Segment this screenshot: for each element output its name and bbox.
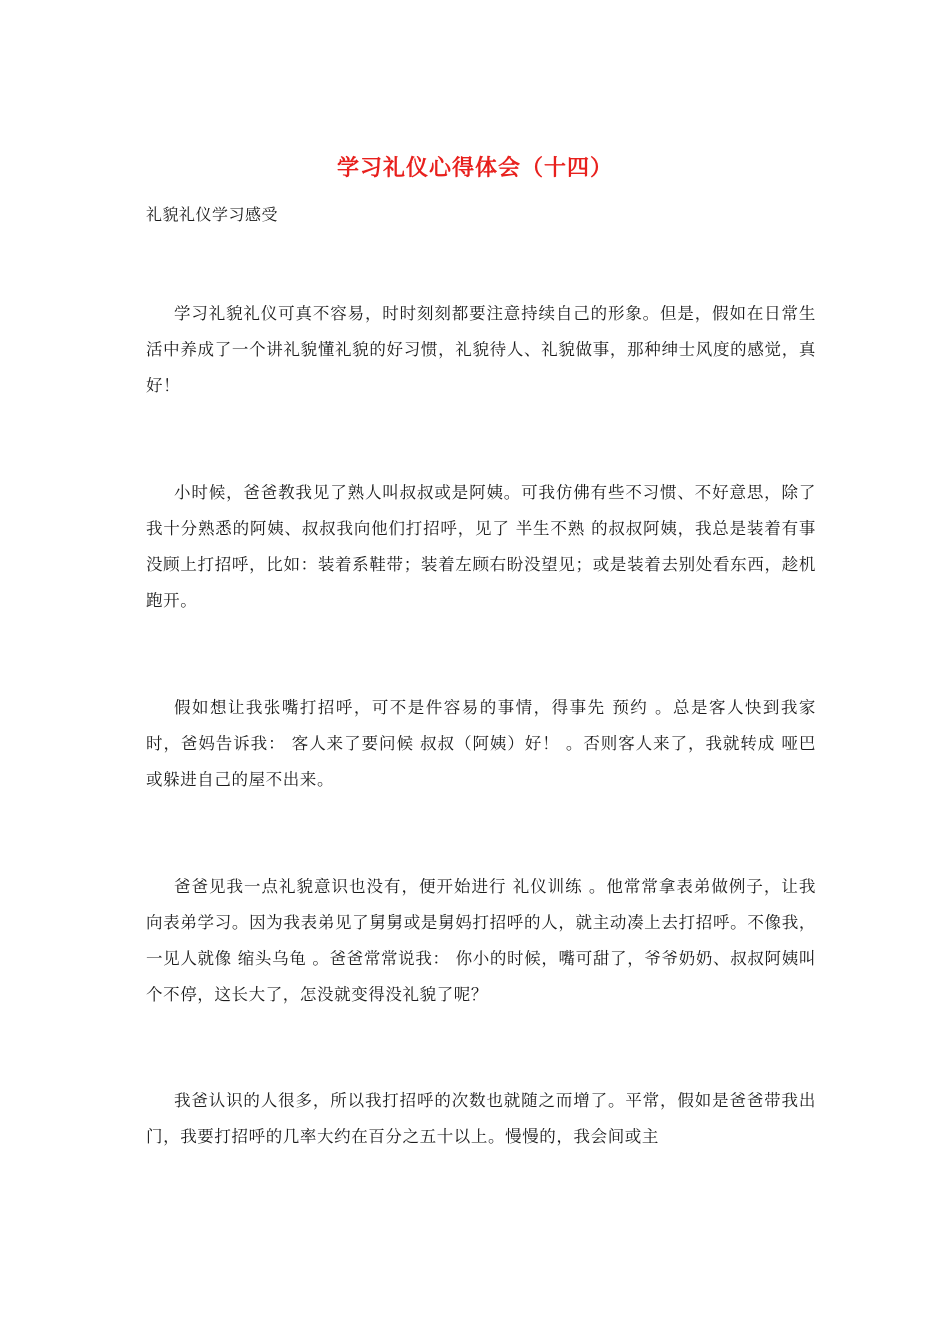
paragraph: 小时候，爸爸教我见了熟人叫叔叔或是阿姨。可我仿佛有些不习惯、不好意思，除了我十分熟悉的阿姨、叔叔我向他们打招呼，见了 半生不熟 的叔叔阿姨，我总是装着有事没顾上打招呼，比如：装着系鞋带；装着左顾右盼没望见；或是装着去别处看东西，趁机跑开。 [146, 483, 816, 610]
paragraph: 爸爸见我一点礼貌意识也没有，便开始进行 礼仪训练 。他常常拿表弟做例子，让我向表弟学习。因为我表弟见了舅舅或是舅妈打招呼的人，就主动凑上去打招呼。不像我，一见人就像 缩头乌龟 。爸爸常常说我： 你小的时候，嘴可甜了，爷爷奶奶、叔叔阿姨叫个不停，这长大了，怎没就变得没礼貌了呢？ [146, 877, 816, 1004]
document-title: 学习礼仪心得体会（十四） [336, 155, 613, 181]
paragraph: 假如想让我张嘴打招呼，可不是件容易的事情，得事先 预约 。总是客人快到我家时，爸妈告诉我： 客人来了要问候 叔叔（阿姨）好！ 。否则客人来了，我就转成 哑巴 或躲进自己的屋不出来。 [146, 698, 816, 789]
paragraph: 学习礼貌礼仪可真不容易，时时刻刻都要注意持续自己的形象。但是，假如在日常生活中养成了一个讲礼貌懂礼貌的好习惯，礼貌待人、礼貌做事，那种绅士风度的感觉，真好！ [146, 304, 816, 395]
document-subtitle: 礼貌礼仪学习感受 [146, 205, 279, 224]
paragraph: 我爸认识的人很多，所以我打招呼的次数也就随之而增了。平常，假如是爸爸带我出门，我要打招呼的几率大约在百分之五十以上。慢慢的，我会间或主 [146, 1091, 816, 1146]
